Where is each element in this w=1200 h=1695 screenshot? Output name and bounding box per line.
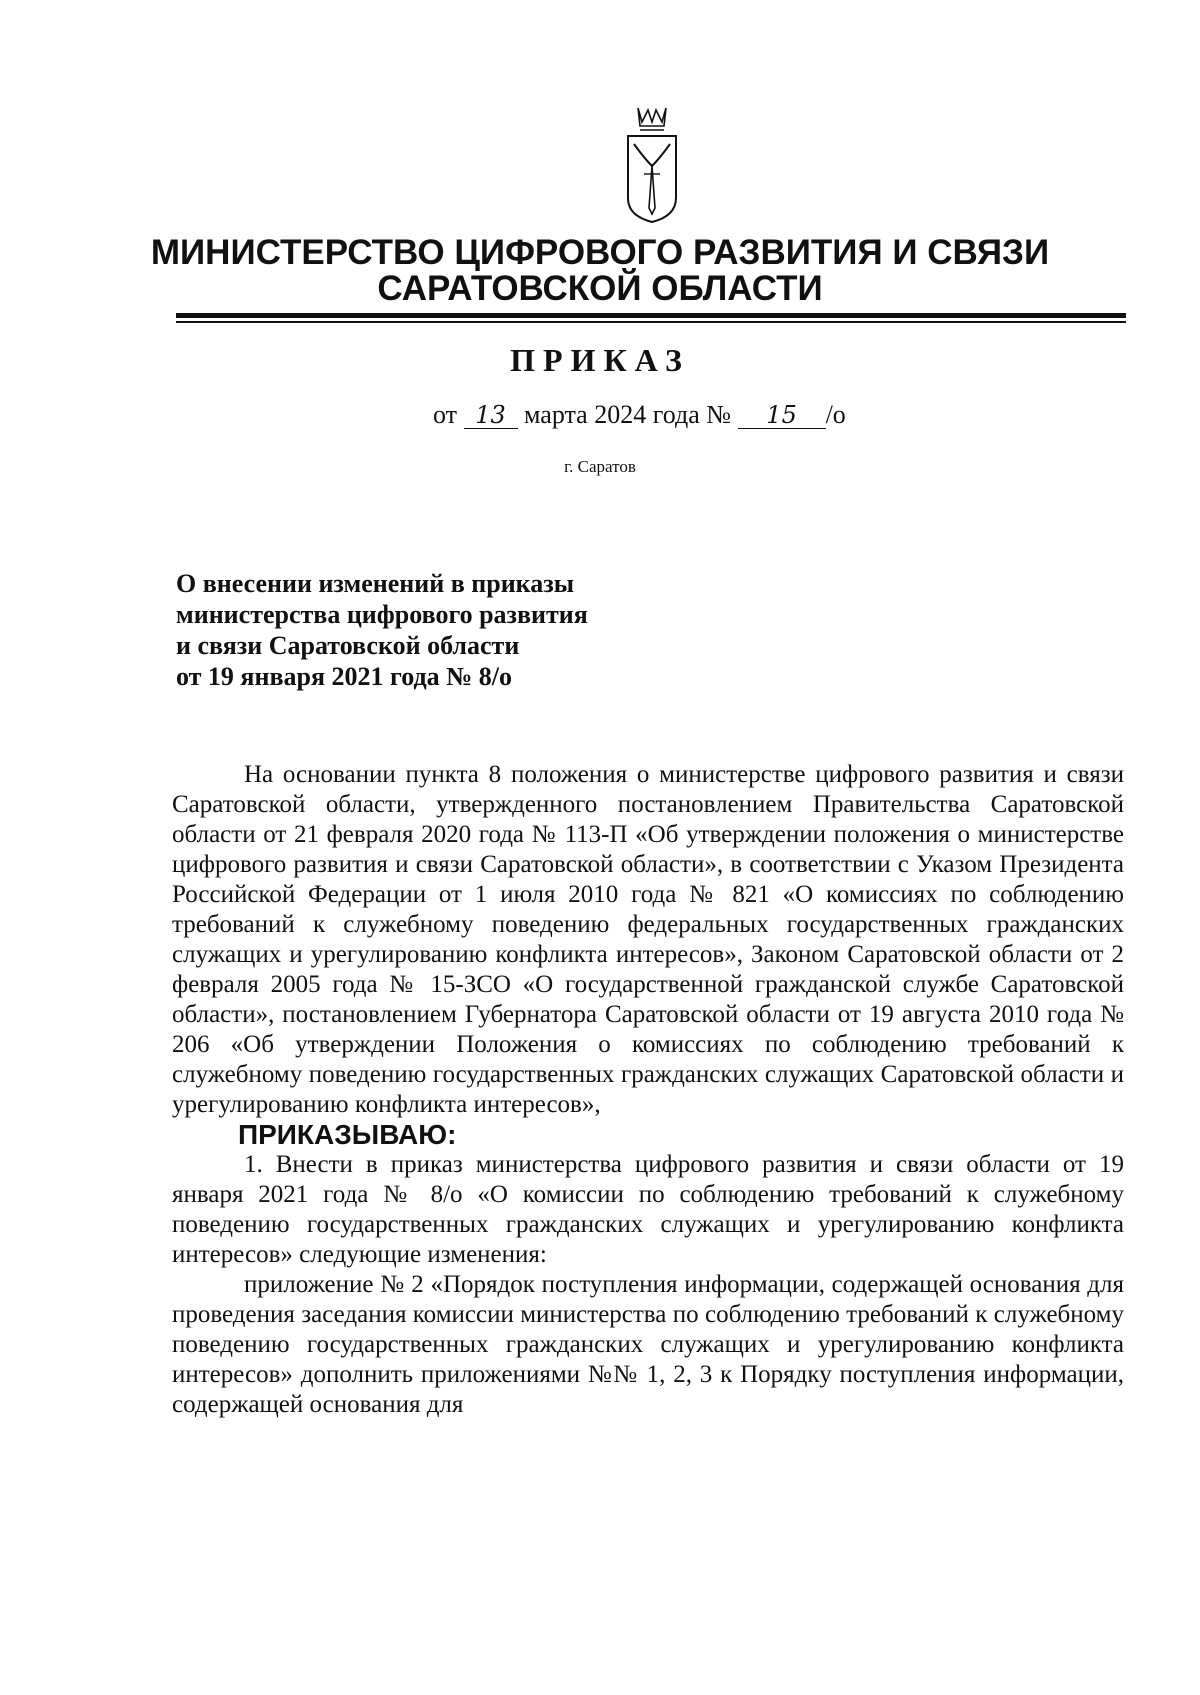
subject-line-1: О внесении изменений в приказы [176,569,575,598]
date-month-year: марта 2024 года № [524,400,732,429]
subject-line-4: от 19 января 2021 года № 8/о [176,662,512,691]
order-date-line [433,400,846,430]
order-item-1: 1. Внести в приказ министерства цифрового развития и связи области от 19 января 2021 года № 8/о «О комиссии по соблюдению требований к служебному поведению государственных гражданских служащих и урегулированию конфликта интересов» следующие изменения: [172,1151,1124,1268]
header-rule-thin [176,321,1126,323]
order-subject [176,568,588,692]
handwritten-order-number: 15 [738,402,826,429]
date-prefix: от [433,400,458,429]
header-rule-thick [176,313,1126,318]
subject-line-3: и связи Саратовской области [176,631,520,660]
saratov-coat-of-arms-icon [622,104,682,224]
ministry-name-line1: МИНИСТЕРСТВО ЦИФРОВОГО РАЗВИТИЯ И СВЯЗИ [150,233,1050,272]
order-directive-word: ПРИКАЗЫВАЮ: [238,1119,457,1150]
document-type-title: ПРИКАЗ [510,342,690,378]
ministry-name-line2: САРАТОВСКОЙ ОБЛАСТИ [377,269,823,308]
subject-line-2: министерства цифрового развития [176,600,588,629]
order-number-suffix: /о [825,400,846,429]
city-name: г. Саратов [564,457,636,476]
document-body [172,760,1124,1420]
preamble-paragraph: На основании пункта 8 положения о министерстве цифрового развития и связи Саратовской области, утвержденного постановлением Правительства Саратовской области от 21 февраля 2020 года № 113-П «Об утверждении положения о министерстве цифрового развития и связи Саратовской области», в соответствии с Указом Президента Российской Федерации от 1 июля 2010 года № 821 «О комиссиях по соблюдению требований к служебному поведению федеральных государственных гражданских служащих и урегулированию конфликта интересов», Законом Саратовской области от 2 февраля 2005 года № 15-ЗСО «О государственной гражданской службе Саратовской области», постановлением Губернатора Саратовской области от 19 августа 2010 года № 206 «Об утверждении Положения о комиссиях по соблюдению требований к служебному поведению государственных гражданских служащих Саратовской области и урегулированию конфликта интересов», [172,761,1124,1118]
handwritten-day: 13 [464,402,518,429]
order-item-1-detail: приложение № 2 «Порядок поступления информации, содержащей основания для проведения заседания комиссии министерства по соблюдению требований к служебному поведению государственных гражданских служащих и урегулированию конфликта интересов» дополнить приложениями №№ 1, 2, 3 к Порядку поступления информации, содержащей основания для [172,1271,1124,1418]
